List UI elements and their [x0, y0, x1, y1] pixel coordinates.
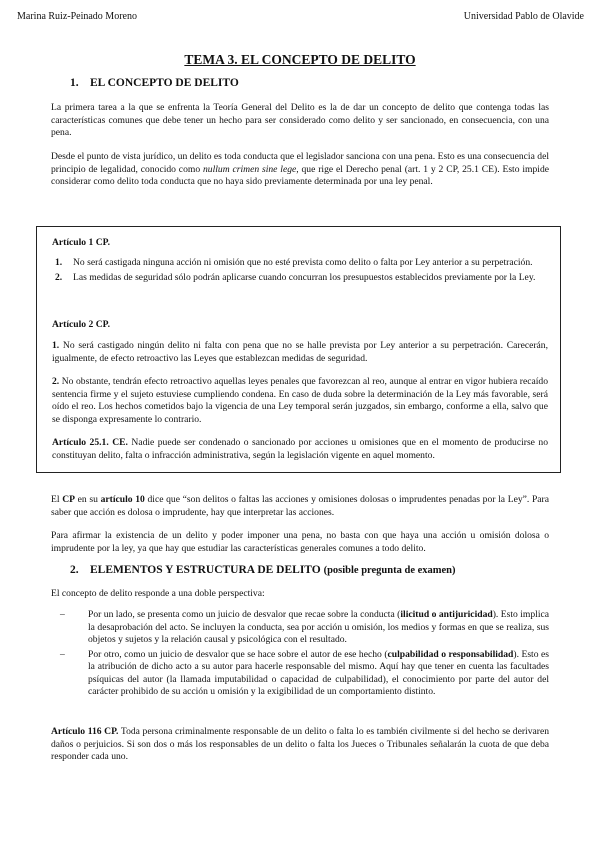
dash-bullet: –	[60, 648, 65, 660]
art116-heading: Artículo 116 CP.	[51, 726, 119, 737]
art25-paragraph	[52, 437, 548, 462]
cp-abbrev: CP	[62, 494, 75, 505]
section-1-title: EL CONCEPTO DE DELITO	[90, 77, 239, 89]
art1-item-1-number: 1.	[55, 257, 63, 268]
art116-text: Toda persona criminalmente responsable de un delito o falta lo es también civilmente si del hecho se derivaren daños o perjuicios. Si son dos o más los responsables de un delito o falta los Jueces o Tribunales señalarán la cuota de que deba responder cada uno.	[51, 726, 549, 762]
bullet-text: Por otro, como un juicio de desvalor que se hace sobre el autor de ese hecho (	[88, 648, 388, 660]
legal-articles-box	[36, 226, 561, 473]
art25-heading: Artículo 25.1. CE.	[52, 437, 128, 448]
art2-p1-text: No será castigado ningún delito ni falta con pena que no se halle prevista por Ley anterior a su perpetración. Carecerán, igualmente, de efecto retroactivo las Leyes que establezcan medidas de seguridad.	[52, 340, 548, 364]
p-text: en su	[75, 494, 101, 505]
art2-p2-number: 2.	[52, 376, 60, 387]
section-2-title: ELEMENTOS Y ESTRUCTURA DE DELITO	[90, 564, 324, 576]
p-text: El	[51, 494, 63, 505]
section-1-paragraph-2	[51, 151, 549, 189]
bullet-text: ). Esto es la atribución de dicho acto a su autor para hacerle responsable del mismo. Aquí hay que tener en cuenta las facultades psíquicas del autor (la llamada imputabilidad o capacidad de culpabilidad), el conocimiento por parte del autor del carácter prohibido de su acción u omisión y la exigibilidad de un comportamiento distinto.	[88, 648, 549, 697]
section-2-number: 2.	[70, 564, 79, 576]
section-1-paragraph-1: La primera tarea a la que se enfrenta la Teoría General del Delito es la de dar un concepto de delito que contenga todas las características comunes que debe tener un hecho para ser considerado como delito y ser sancionado, en consecuencia, con una pena.	[51, 102, 549, 138]
after-box-paragraph-1	[51, 494, 549, 519]
page-title: TEMA 3. EL CONCEPTO DE DELITO	[184, 52, 416, 67]
art2-p1-number: 1.	[52, 340, 60, 351]
section-2-heading	[70, 564, 456, 576]
p2-text-b: , que rige el Derecho penal (art. 1 y 2 CP, 25.1 CE). Esto impide considerar como delito toda conducta que no haya sido previamente determinada por una ley penal.	[51, 163, 550, 187]
dash-bullet: –	[60, 609, 65, 620]
header-university: Universidad Pablo de Olavide	[463, 11, 584, 22]
art1-item-2	[52, 272, 548, 285]
section-2-note: (posible pregunta de examen)	[323, 565, 456, 576]
art2-paragraph-2	[52, 376, 548, 426]
header-author: Marina Ruiz-Peinado Moreno	[17, 11, 137, 22]
antijuricidad-term: ilicitud o antijuricidad	[400, 609, 493, 620]
culpabilidad-term: culpabilidad o responsabilidad	[387, 648, 514, 660]
section-1-number: 1.	[70, 77, 79, 89]
art25-text: Nadie puede ser condenado o sancionado por acciones u omisiones que en el momento de producirse no constituyan delito, falta o infracción administrativa, según la legislación vigente en aquel momento.	[52, 437, 548, 461]
bullet-text: Por un lado, se presenta como un juicio de desvalor que recae sobre la conducta (	[88, 609, 401, 620]
p-text: dice que “son delitos o faltas las acciones y omisiones dolosas o imprudentes penadas por la Ley”. Para saber que acción es dolosa o imprudente, hay que interpretar las acciones.	[51, 494, 549, 518]
perspective-list	[60, 609, 549, 701]
perspective-item-2	[60, 649, 549, 699]
p2-text-a: Desde el punto de vista jurídico, un delito es toda conducta que el legislador sanciona con una pena. Esto es una consecuencia del principio de legalidad, conocido como	[51, 151, 549, 175]
p2-latin-term: nullum crimen sine lege	[202, 163, 297, 175]
art1-item-1-text: No será castigada ninguna acción ni omisión que no esté prevista como delito o falta por Ley anterior a su perpetración.	[73, 257, 533, 268]
art2-p2-text: No obstante, tendrán efecto retroactivo aquellas leyes penales que favorezcan al reo, aunque al entrar en vigor hubiera recaído sentencia firme y el sujeto estuviese cumpliendo condena. En caso de duda sobre la determinación de la Ley más favorable, será oído el reo. Los hechos cometidos bajo la vigencia de una Ley temporal serán juzgados, sin embargo, conforme a ella, salvo que se disponga expresamente lo contrario.	[52, 376, 548, 425]
article-10-ref: artículo 10	[100, 494, 145, 505]
perspective-item-1	[60, 609, 549, 647]
art1-list	[52, 257, 548, 286]
section-2-intro: El concepto de delito responde a una doble perspectiva:	[51, 588, 265, 599]
after-box-paragraph-2: Para afirmar la existencia de un delito y poder imponer una pena, no basta con que haya una acción u omisión dolosa o imprudente por la ley, ya que hay que estudiar las características generales comunes a todo delito.	[51, 530, 549, 554]
art2-paragraph-1	[52, 340, 548, 365]
art1-heading: Artículo 1 CP.	[52, 237, 111, 248]
art1-item-2-number: 2.	[55, 271, 63, 283]
art1-item-1	[52, 257, 548, 270]
section-1-heading	[70, 77, 239, 89]
art2-heading: Artículo 2 CP.	[52, 319, 111, 330]
art1-item-2-text: Las medidas de seguridad sólo podrán aplicarse cuando concurran los presupuestos establecidos previamente por la Ley.	[73, 271, 536, 283]
art116-paragraph	[51, 726, 549, 764]
bullet-text: ). Esto implica la desaprobación del acto. Se incluyen la conducta, sea por acción u omisión, los medios y formas en que se realiza, sus objetos y sujetos y la relación causal y psicológica con el resultado.	[88, 609, 550, 645]
